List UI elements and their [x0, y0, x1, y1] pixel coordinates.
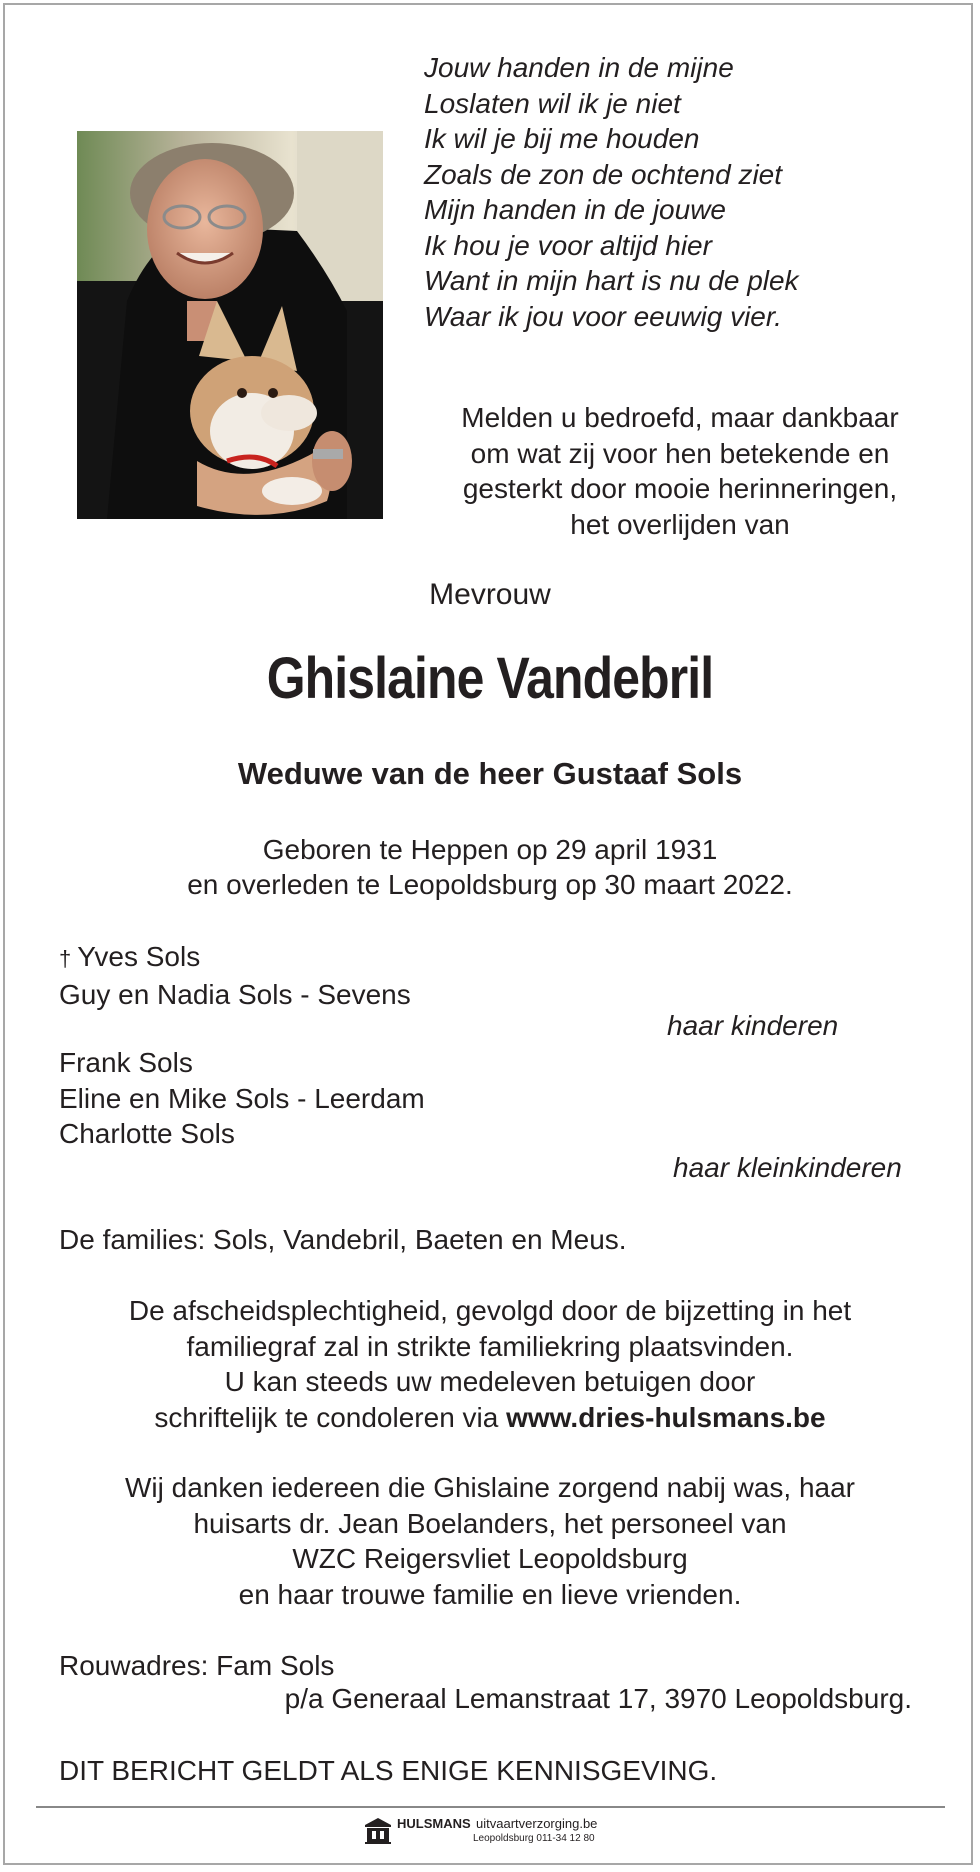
grandchild-name: Eline en Mike Sols - Leerdam: [59, 1082, 425, 1114]
poem-line: Waar ik jou voor eeuwig vier.: [424, 300, 782, 332]
grandchild-name: Charlotte Sols: [59, 1118, 235, 1149]
child-name: Guy en Nadia Sols - Sevens: [59, 978, 411, 1010]
cross-icon: †: [59, 946, 72, 971]
announcement-intro: [410, 400, 950, 542]
footer-contact: Leopoldsburg 011-34 12 80: [473, 1833, 595, 1844]
condolence-website-link[interactable]: www.dries-hulsmans.be: [506, 1401, 826, 1433]
intro-line: gesterkt door mooie herinneringen,: [462, 473, 898, 504]
thanks-line: Wij danken iedereen die Ghislaine zorgend nabij was, haar: [125, 1472, 855, 1503]
poem-line: Jouw handen in de mijne: [424, 52, 734, 83]
thanks-line: huisarts dr. Jean Boelanders, het personeel van: [193, 1507, 787, 1539]
death-line: en overleden te Leopoldsburg op 30 maart 2022.: [187, 869, 793, 900]
children-list: [59, 939, 411, 1012]
condolence-prefix: schriftelijk te condoleren via: [154, 1401, 507, 1433]
footer-divider: [36, 1806, 945, 1808]
notice-line: DIT BERICHT GELDT ALS ENIGE KENNISGEVING.: [59, 1755, 718, 1786]
families-line: De families: Sols, Vandebril, Baeten en Meus.: [59, 1224, 627, 1255]
poem-line: Ik hou je voor altijd hier: [424, 229, 712, 261]
thanks-line: WZC Reigersvliet Leopoldsburg: [292, 1543, 688, 1574]
poem-line: Want in mijn hart is nu de plek: [424, 265, 799, 296]
poem-line: Mijn handen in de jouwe: [424, 194, 726, 225]
thanks-line: en haar trouwe familie en lieve vrienden.: [238, 1578, 742, 1610]
poem-line: Ik wil je bij me houden: [424, 123, 700, 154]
poem-line: Zoals de zon de ochtend ziet: [424, 158, 783, 190]
ceremony-line: familiegraf zal in strikte familiekring plaatsvinden.: [186, 1330, 794, 1362]
child-deceased: [59, 939, 411, 977]
intro-line: Melden u bedroefd, maar dankbaar: [461, 402, 899, 433]
ceremony-line: De afscheidsplechtigheid, gevolgd door de bijzetting in het: [128, 1295, 852, 1326]
child-name: Yves Sols: [77, 941, 201, 972]
ceremony-paragraph: [30, 1293, 950, 1435]
address-line: Rouwadres: Fam Sols: [59, 1650, 335, 1681]
portrait-photo: [77, 131, 383, 519]
footer-brand: HULSMANS: [397, 1816, 471, 1831]
address-street: p/a Generaal Lemanstraat 17, 3970 Leopoldsburg.: [284, 1683, 912, 1714]
widow-line: Weduwe van de heer Gustaaf Sols: [237, 756, 743, 791]
ceremony-line: U kan steeds uw medeleven betuigen door: [224, 1366, 756, 1397]
poem-line: Loslaten wil ik je niet: [424, 87, 681, 119]
grandchildren-role: haar kleinkinderen: [673, 1152, 902, 1183]
grandchildren-list: [59, 1045, 425, 1152]
thanks-paragraph: [30, 1470, 950, 1612]
birth-line: Geboren te Heppen op 29 april 1931: [262, 834, 718, 865]
grandchild-name: Frank Sols: [59, 1047, 193, 1078]
footer-site: uitvaartverzorging.be: [476, 1816, 598, 1831]
hulsmans-logo-icon: [363, 1815, 393, 1845]
intro-line: om wat zij voor hen betekende en: [470, 437, 890, 469]
footer-logo: [363, 1813, 623, 1853]
intro-line: het overlijden van: [570, 508, 790, 540]
title-prefix: Mevrouw: [429, 578, 551, 611]
condolence-line: [30, 1400, 950, 1436]
deceased-name: Ghislaine Vandebril: [266, 646, 714, 711]
poem: [424, 50, 944, 334]
children-role: haar kinderen: [667, 1010, 839, 1041]
